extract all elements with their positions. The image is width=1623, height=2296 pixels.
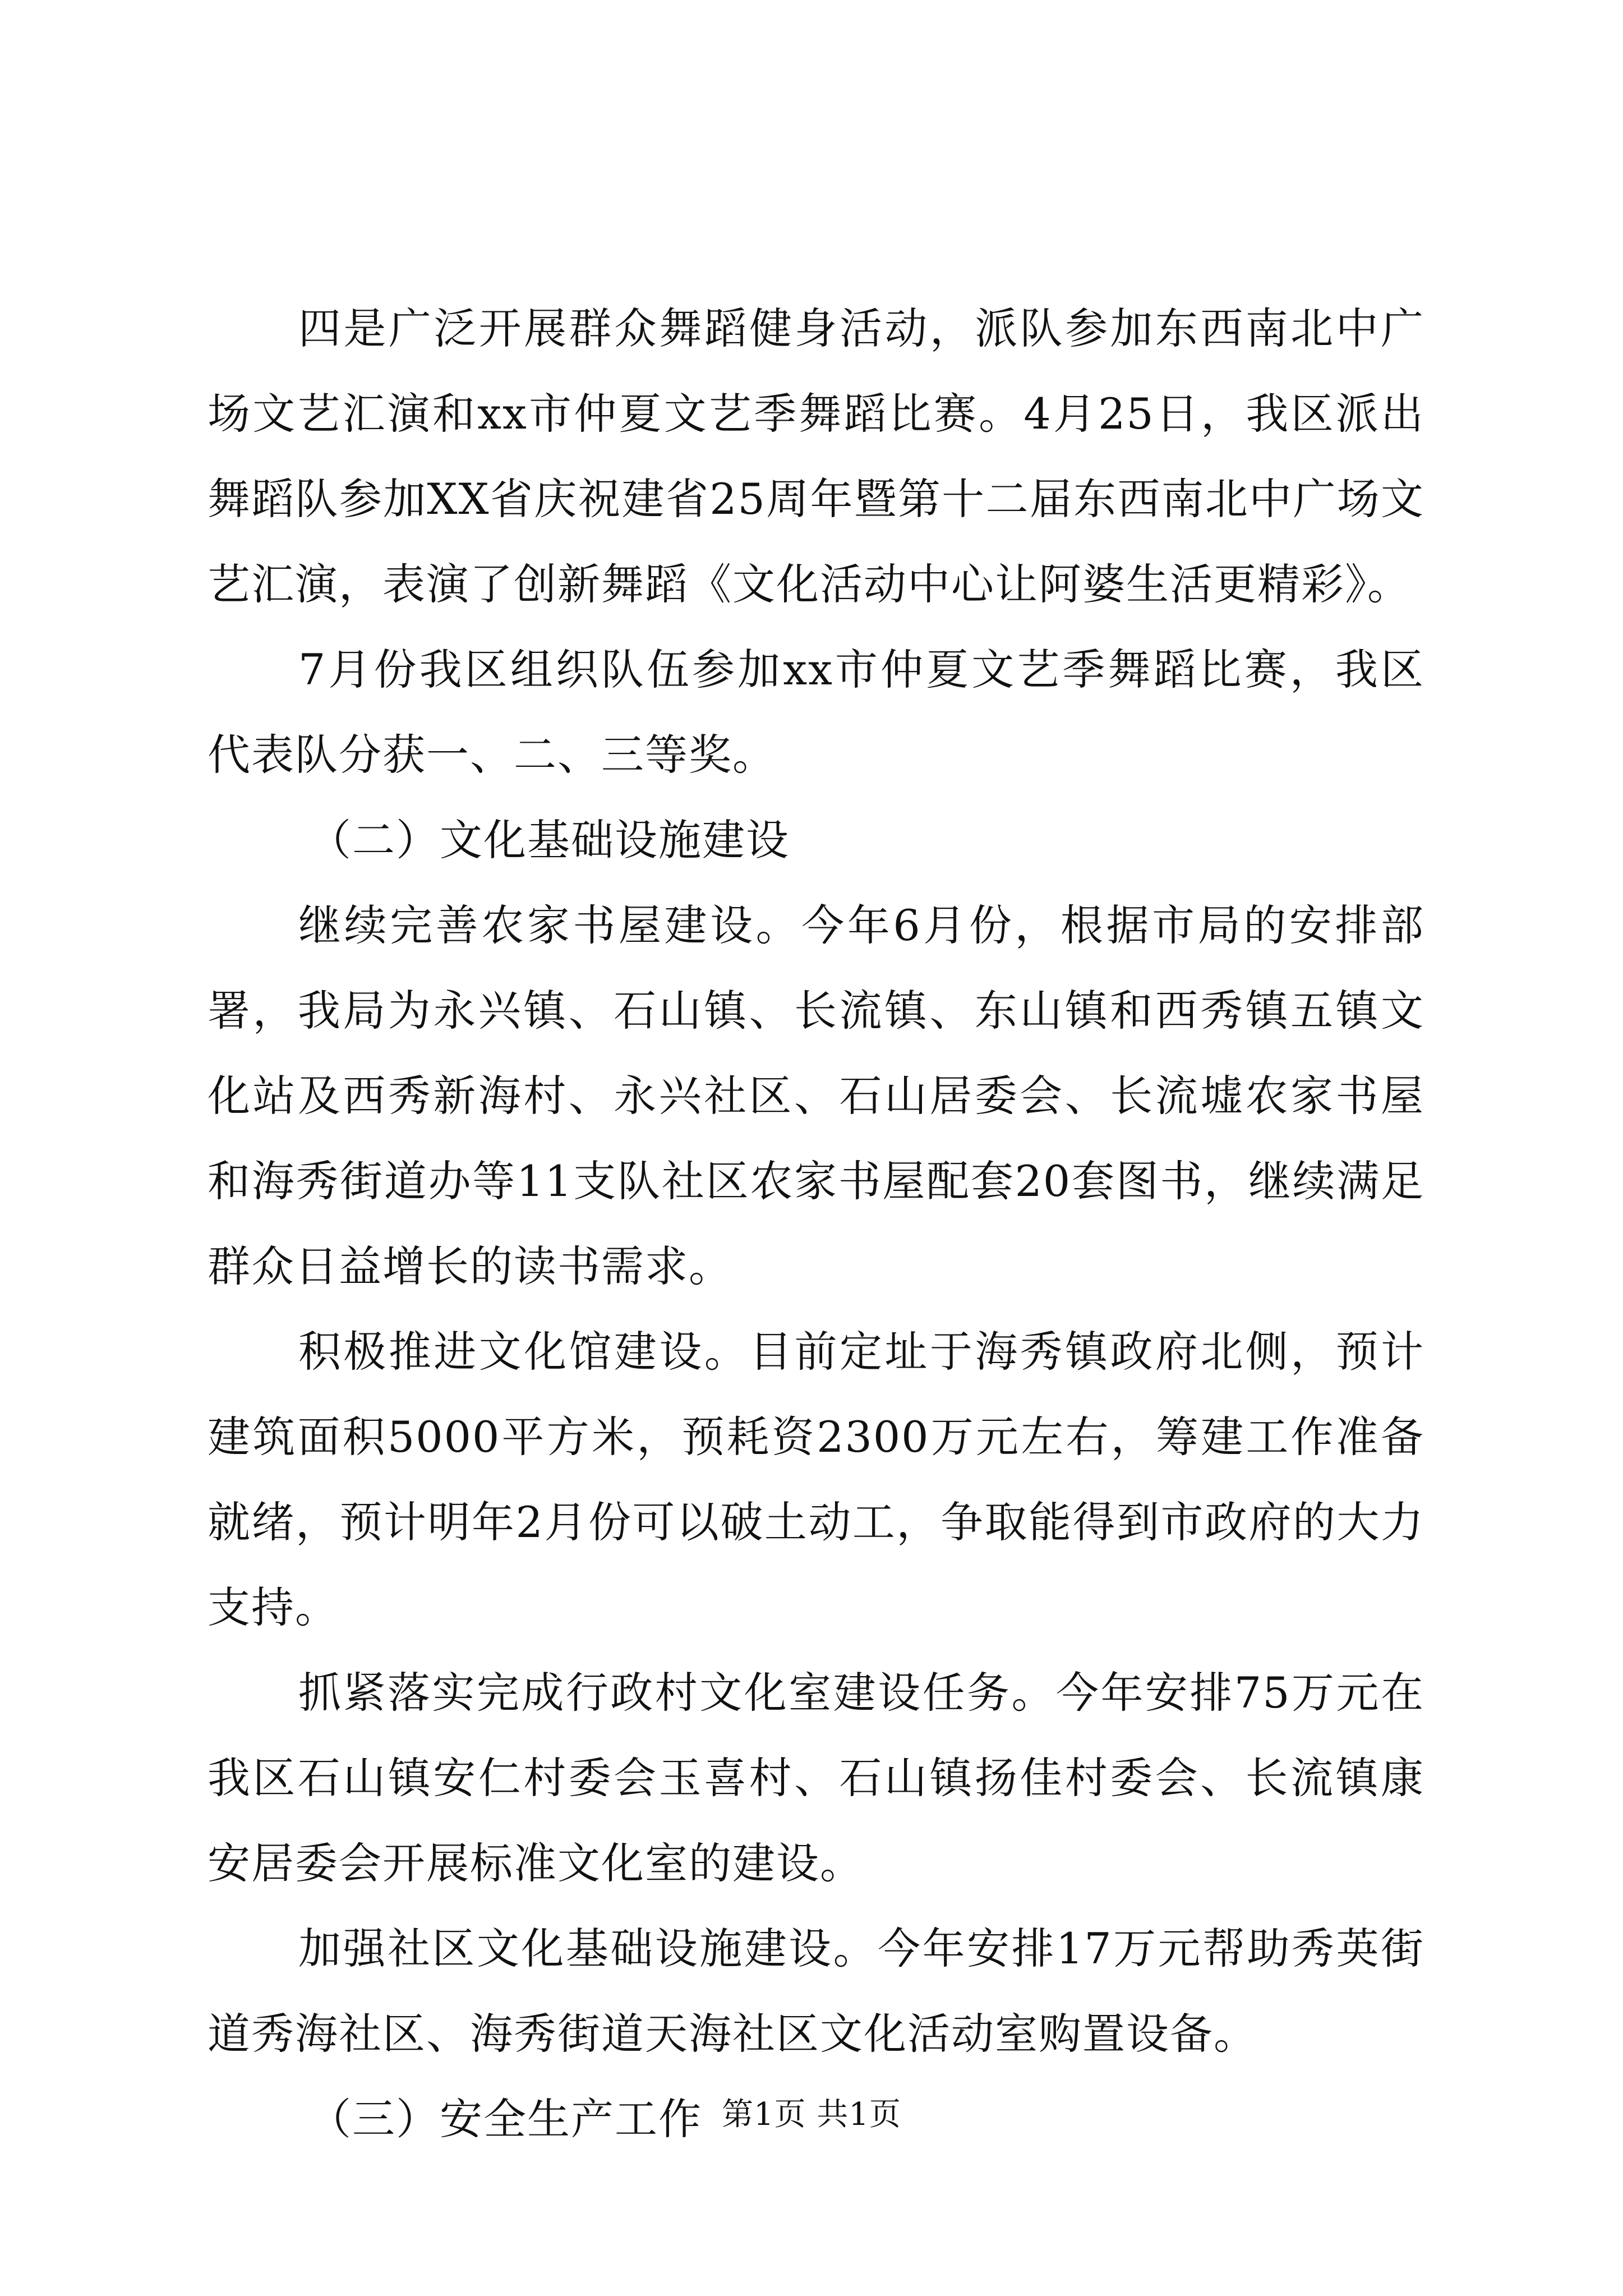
- paragraph-dance-activities: 四是广泛开展群众舞蹈健身活动，派队参加东西南北中广场文艺汇演和xx市仲夏文艺季舞蹈比赛。4月25日，我区派出舞蹈队参加XX省庆祝建省25周年暨第十二届东西南北中广场文艺汇演，表演了创新舞蹈《文化活动中心让阿婆生活更精彩》。: [208, 303, 1424, 609]
- section-heading-infrastructure: （二）文化基础设施建设: [308, 815, 790, 865]
- page-footer: 第1页 共1页: [721, 2096, 902, 2133]
- section-heading-safety: （三）安全生产工作: [308, 2094, 702, 2144]
- paragraph-village-culture-rooms: 抓紧落实完成行政村文化室建设任务。今年安排75万元在我区石山镇安仁村委会玉喜村、石山镇扬佳村委会、长流镇康安居委会开展标准文化室的建设。: [208, 1668, 1424, 1888]
- paragraph-community-facilities: 加强社区文化基础设施建设。今年安排17万元帮助秀英街道秀海社区、海秀街道天海社区文化活动室购置设备。: [208, 1924, 1424, 2059]
- paragraph-culture-center: 积极推进文化馆建设。目前定址于海秀镇政府北侧，预计建筑面积5000平方米，预耗资2300万元左右，筹建工作准备就绪，预计明年2月份可以破土动工，争取能得到市政府的大力支持。: [208, 1327, 1424, 1632]
- paragraph-farm-bookstore: 继续完善农家书屋建设。今年6月份，根据市局的安排部署，我局为永兴镇、石山镇、长流镇、东山镇和西秀镇五镇文化站及西秀新海村、永兴社区、石山居委会、长流墟农家书屋和海秀街道办等11支队社区农家书屋配套20套图书，继续满足群众日益增长的读书需求。: [208, 900, 1424, 1291]
- paragraph-july-competition: 7月份我区组织队伍参加xx市仲夏文艺季舞蹈比赛，我区代表队分获一、二、三等奖。: [208, 645, 1424, 780]
- document-body: [208, 286, 1424, 2162]
